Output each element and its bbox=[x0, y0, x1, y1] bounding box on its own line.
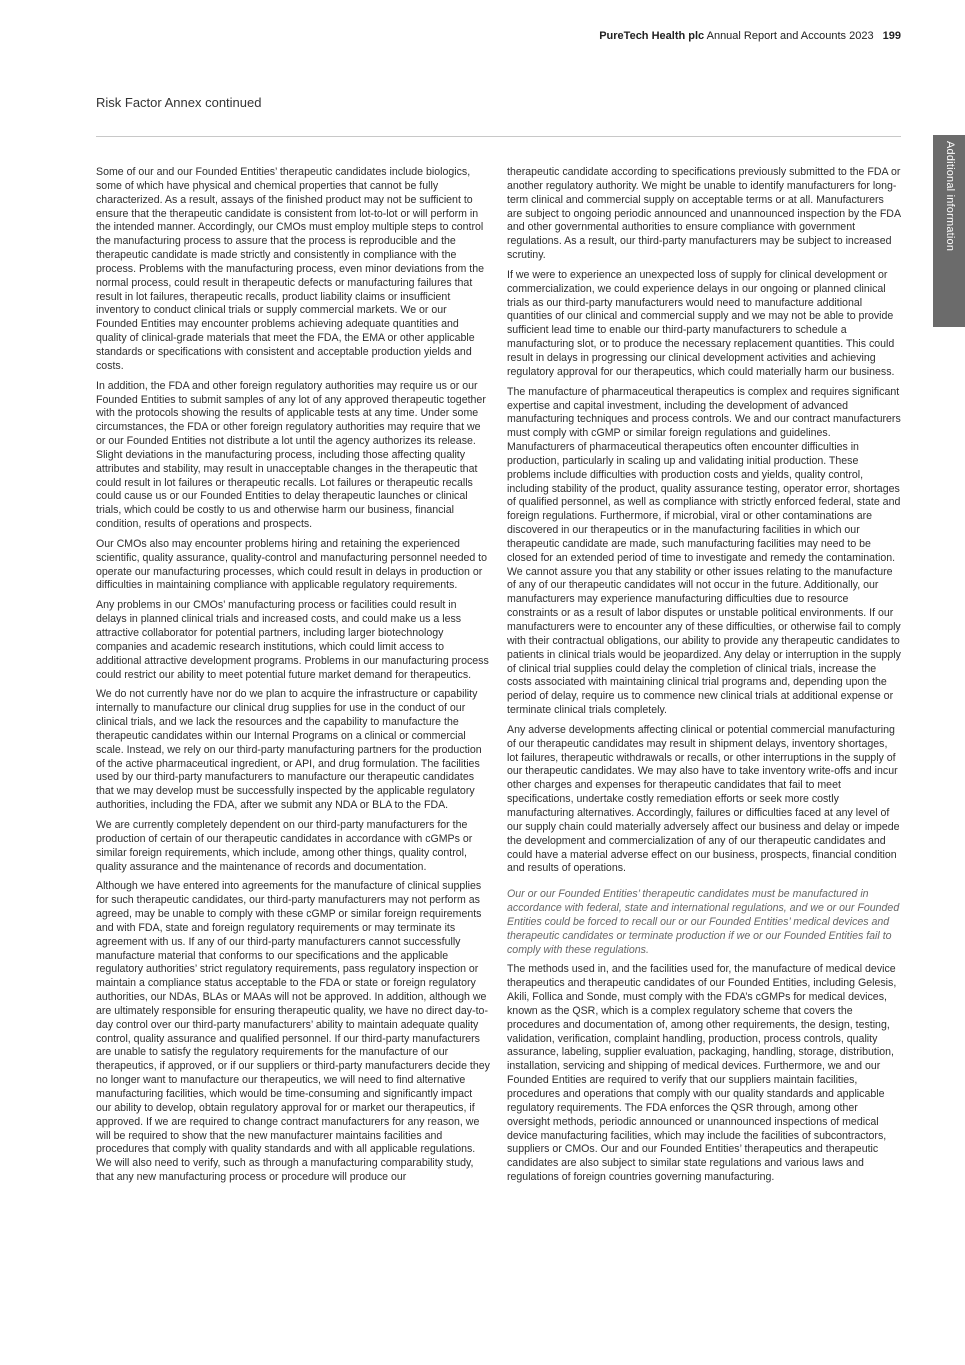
paragraph: Some of our and our Founded Entities’ therapeutic candidates include biologics, some of which have physical and chemical properties that cannot be fully characterized. As a result, assays of the finished product may not be sufficient to ensure that the therapeutic candidate is consistent from lot-to-lot or will perform in the intended manner. Accordingly, our CMOs must employ multiple steps to control the manufacturing process to assure that the process is reproducible and the therapeutic candidate is made strictly and consistently in compliance with the process. Problems with the manufacturing process, even minor deviations from the normal process, could result in therapeutic defects or manufacturing failures that result in lot failures, therapeutic recalls, product liability claims or insufficient inventory to conduct clinical trials or supply commercial markets. We or our Founded Entities may encounter problems achieving adequate quantities and quality of clinical-grade materials that meet the FDA, the EMA or other applicable standards or specifications with consistent and acceptable production yields and costs. bbox=[96, 166, 485, 372]
header-divider bbox=[96, 136, 901, 137]
paragraph: Any problems in our CMOs’ manufacturing process or facilities could result in delays in planned clinical trials and increased costs, and could make us a less attractive collaborator for potential partners, including larger biotechnology companies and academic research institutions, which could limit access to additional attractive development programs. Problems in our manufacturing process could restrict our ability to meet potential future market demand for therapeutics. bbox=[96, 599, 489, 681]
paragraph: We are currently completely dependent on our third-party manufacturers for the production of certain of our therapeutic candidates in accordance with cGMPs or similar foreign requirements, which include, among other things, quality control, quality assurance and the maintenance of records and documentation. bbox=[96, 818, 473, 873]
risk-heading: Our or our Founded Entities’ therapeutic candidates must be manufactured in accordance with federal, state and international regulations, and we or our Founded Entities could be forced to recall our or our Founded Entities’ medical devices and therapeutic candidates or terminate production if we or our Founded Entities fail to comply with these regulations. bbox=[507, 888, 900, 956]
side-tab[interactable] bbox=[933, 135, 965, 327]
paragraph: In addition, the FDA and other foreign regulatory authorities may require us or our Founded Entities to submit samples of any lot of any approved therapeutic together with the protocols showing the results of applicable tests at any time. Under some circumstances, the FDA or other foreign regulatory authorities may require that we or our Founded Entities not distribute a lot until the agency authorizes its release. Slight deviations in the manufacturing process, including those affecting quality attributes and stability, may result in unacceptable changes in the therapeutic that could result in lot failures or therapeutic recalls. Lot failures or therapeutic recalls could cause us or our Founded Entities to delay therapeutic launches or clinical trials, which could be costly to us and otherwise harm our business, financial condition, results of operations and prospects. bbox=[96, 379, 486, 531]
paragraph: Although we have entered into agreements for the manufacture of clinical supplies for such therapeutic candidates, our third-party manufacturers may not perform as agreed, may be unable to comply with these cGMP or similar foreign requirements and with FDA, state and foreign regulatory requirements or may terminate its agreement with us. If any of our third-party manufacturers cannot successfully manufacture material that conforms to our specifications and the applicable regulatory authorities’ strict regulatory requirements, pass regulatory inspection or maintain a compliance status acceptable to the FDA or state or foreign regulatory authorities, our NDAs, BLAs or MAAs will not be approved. In addition, although we are ultimately responsible for ensuring therapeutic quality, we have no direct day-to-day control over our third-party manufacturers’ ability to maintain adequate quality control, quality assurance and qualified personnel. If our third-party manufacturers are unable to satisfy the regulatory requirements for the manufacture of our therapeutics, if approved, or if our suppliers or third-party manufacturers decide they no longer want to manufacture our therapeutics, we will need to find alternative manufacturing facilities, which would be time-consuming and significantly impact our ability to develop, obtain regulatory approval for or market our therapeutics, if approved. If we are required to change contract manufacturers for any reason, we will be required to show that the new manufacturer maintains facilities and procedures that comply with quality standards and with all applicable regulations. We will also need to verify, such as through a manufacturing comparability study, that any new manufacturing process or procedure will produce our bbox=[96, 880, 490, 1184]
right-column bbox=[507, 166, 901, 1191]
paragraph: We do not currently have nor do we plan to acquire the infrastructure or capability internally to manufacture our clinical drug supplies for use in the conduct of our clinical trials, and we lack the resources and the capability to manufacture the therapeutic candidates within our Internal Programs on a clinical or commercial scale. Instead, we rely on our third-party manufacturing partners for the production of the active pharmaceutical ingredient, or API, and drug formulation. The facilities used by our third-party manufacturers to manufacture our therapeutic candidates that we may develop must be successfully inspected by the applicable regulatory authorities, including the FDA, after we submit any NDA or BLA to the FDA. bbox=[96, 688, 482, 812]
paragraph: The methods used in, and the facilities used for, the manufacture of medical device therapeutics and therapeutic candidates of our Founded Entities, including Gelesis, Akili, Follica and Sonde, must comply with the FDA’s cGMPs for medical devices, known as the QSR, which is a complex regulatory scheme that covers the procedures and documentation of, among other requirements, the design, testing, validation, verification, complaint handling, production, process controls, quality assurance, labeling, supplier evaluation, packaging, handling, storage, distribution, installation, servicing and shipping of medical devices. Furthermore, we and our Founded Entities are required to verify that our suppliers maintain facilities, procedures and operations that comply with our quality standards and applicable regulatory requirements. The FDA enforces the QSR through, among other oversight methods, periodic announced or unannounced inspections of medical device manufacturing facilities, which may include the facilities of subcontractors, suppliers or CMOs. Our and our Founded Entities’ therapeutics and therapeutic candidates are also subject to similar state regulations and various laws and regulations of foreign countries governing manufacturing. bbox=[507, 963, 897, 1184]
paragraph: If we were to experience an unexpected loss of supply for clinical development or commercialization, we could experience delays in our ongoing or planned clinical trials as our third-party manufacturers would need to manufacture additional quantities of our clinical and commercial supply and we may not be able to provide sufficient lead time to enable our third-party manufacturers to schedule a manufacturing slot, or to produce the necessary replacement quantities. This could result in delays in progressing our clinical development activities and achieving regulatory approval for our therapeutics, which could materially harm our business. bbox=[507, 268, 895, 378]
paragraph: Any adverse developments affecting clinical or potential commercial manufacturing of our therapeutic candidates may result in shipment delays, inventory shortages, lot failures, therapeutic withdrawals or recalls, or other interruptions in the supply of our therapeutic candidates. We may also have to take inventory write-offs and incur other charges and expenses for therapeutic candidates that fail to meet specifications, undertake costly remediation efforts or seek more costly manufacturing alternatives. Accordingly, failures or difficulties faced at any level of our supply chain could materially adversely affect our business and delay or impede the development and commercialization of any of our therapeutic candidates and could have a material adverse effect on our business, prospects, financial condition and results of operations. bbox=[507, 723, 900, 875]
report-title: Annual Report and Accounts 2023 bbox=[706, 30, 874, 42]
section-title: Risk Factor Annex continued bbox=[96, 95, 262, 110]
paragraph: therapeutic candidate according to specifications previously submitted to the FDA or another regulatory authority. We might be unable to identify manufacturers for long-term clinical and commercial supply on acceptable terms or at all. Manufacturers are subject to ongoing periodic announced and unannounced inspection by the FDA and other governmental authorities to ensure compliance with government regulations. As a result, our third-party manufacturers may be subject to increased scrutiny. bbox=[507, 166, 901, 262]
paragraph: The manufacture of pharmaceutical therapeutics is complex and requires significant expertise and capital investment, including the development of advanced manufacturing techniques and process controls. We and our contract manufacturers must comply with cGMP or similar foreign regulations and guidelines. Manufacturers of pharmaceutical therapeutics often encounter difficulties in production, particularly in scaling up and validating initial production. These problems include difficulties with production costs and yields, quality control, including stability of the product, quality assurance testing, operator error, shortages of qualified personnel, as well as compliance with strictly enforced federal, state and foreign regulations. Furthermore, if microbial, viral or other contaminations are discovered in our therapeutics or in the manufacturing facilities in which our therapeutic candidate are made, such manufacturing facilities may need to be closed for an extended period of time to investigate and remedy the contamination. We cannot assure you that any stability or other issues relating to the manufacture of any of our therapeutic candidates will not occur in the future. Additionally, our manufacturers may experience manufacturing difficulties due to resource constraints or as a result of labor disputes or unstable political environments. If our manufacturers were to encounter any of these difficulties, or otherwise fail to comply with their contractual obligations, our ability to provide any therapeutic candidates to patients in clinical trials would be jeopardized. Any delay or interruption in the supply of clinical trial supplies could delay the completion of clinical trials, increase the costs associated with maintaining clinical trial programs and, depending upon the period of delay, require us to commence new clinical trials at additional expense or terminate clinical trials completely. bbox=[507, 385, 901, 717]
paragraph: Our CMOs also may encounter problems hiring and retaining the experienced scientific, quality assurance, quality-control and manufacturing personnel needed to operate our manufacturing processes, which could result in delays in production or difficulties in maintaining compliance with applicable regulatory requirements. bbox=[96, 537, 488, 592]
left-column bbox=[96, 166, 490, 1191]
running-header bbox=[560, 30, 901, 42]
company-name: PureTech Health plc bbox=[599, 30, 705, 42]
side-tab-label: Additional information bbox=[944, 141, 956, 252]
page-number: 199 bbox=[882, 30, 901, 42]
